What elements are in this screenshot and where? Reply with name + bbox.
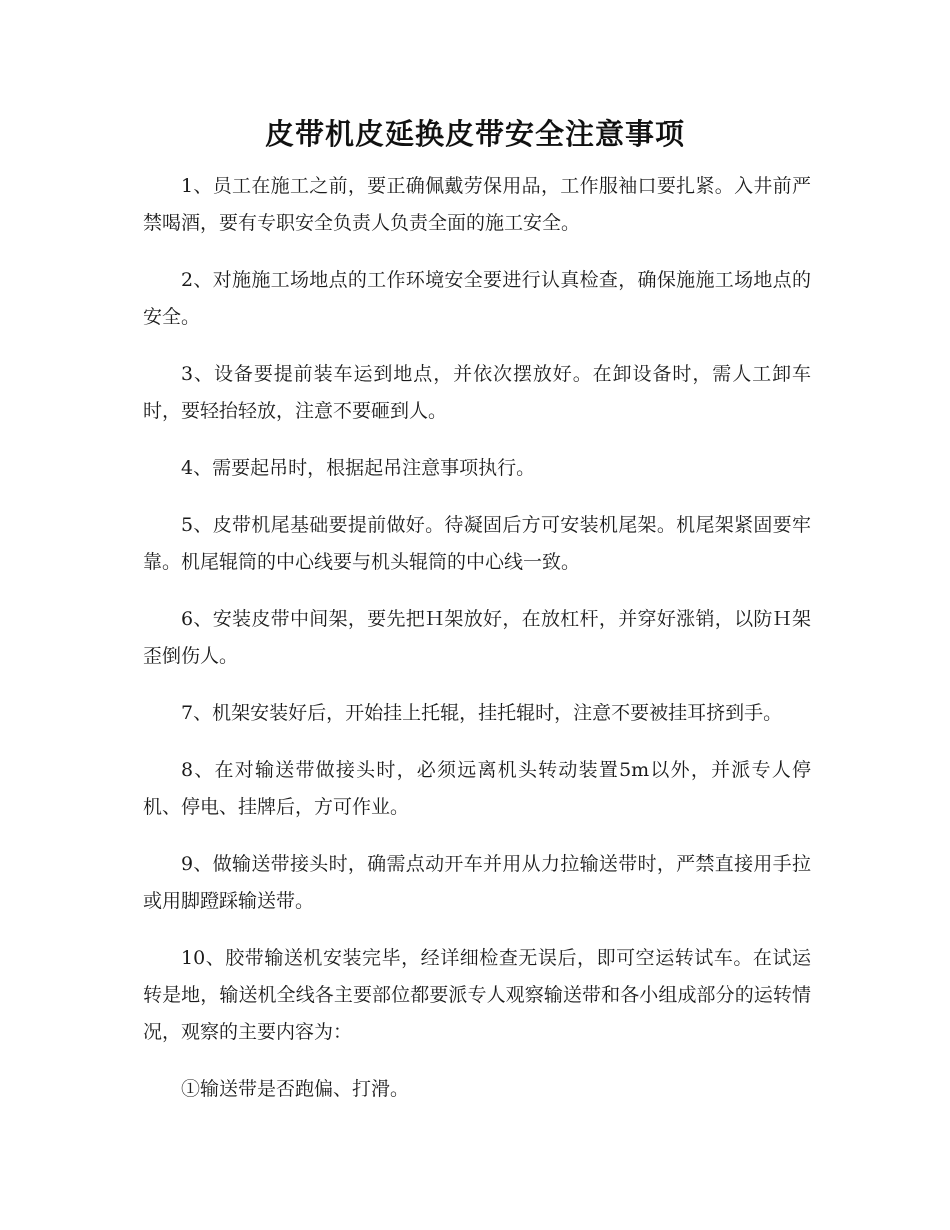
paragraph-2: 2、对施施工场地点的工作环境安全要进行认真检查，确保施施工场地点的安全。 (143, 269, 811, 328)
paragraph-8: 8、在对输送带做接头时，必须远离机头转动装置5m以外，并派专人停机、停电、挂牌后，方可作业。 (143, 759, 811, 818)
document-body (143, 168, 811, 1108)
paragraph-3: 3、设备要提前装车运到地点，并依次摆放好。在卸设备时，需人工卸车时，要轻抬轻放，注意不要砸到人。 (143, 363, 811, 422)
paragraph-6: 6、安装皮带中间架，要先把Ｈ架放好，在放杠杆，并穿好涨销，以防Ｈ架歪倒伤人。 (143, 608, 811, 667)
paragraph-1: 1、员工在施工之前，要正确佩戴劳保用品，工作服袖口要扎紧。入井前严禁喝酒，要有专职安全负责人负责全面的施工安全。 (143, 175, 811, 234)
paragraph-10: 10、胶带输送机安装完毕，经详细检查无误后，即可空运转试车。在试运转是地，输送机全线各主要部位都要派专人观察输送带和各小组成部分的运转情况，观察的主要内容为： (143, 947, 811, 1043)
paragraph-4: 4、需要起吊时，根据起吊注意事项执行。 (181, 457, 536, 479)
paragraph-5: 5、皮带机尾基础要提前做好。待凝固后方可安装机尾架。机尾架紧固要牢靠。机尾辊筒的中心线要与机头辊筒的中心线一致。 (143, 514, 811, 573)
paragraph-9: 9、做输送带接头时，确需点动开车并用从力拉输送带时，严禁直接用手拉或用脚蹬踩输送带。 (143, 853, 811, 912)
paragraph-7: 7、机架安装好后，开始挂上托辊，挂托辊时，注意不要被挂耳挤到手。 (181, 702, 783, 724)
paragraph-11: ①输送带是否跑偏、打滑。 (181, 1078, 410, 1100)
document-title: 皮带机皮延换皮带安全注意事项 (264, 117, 685, 151)
